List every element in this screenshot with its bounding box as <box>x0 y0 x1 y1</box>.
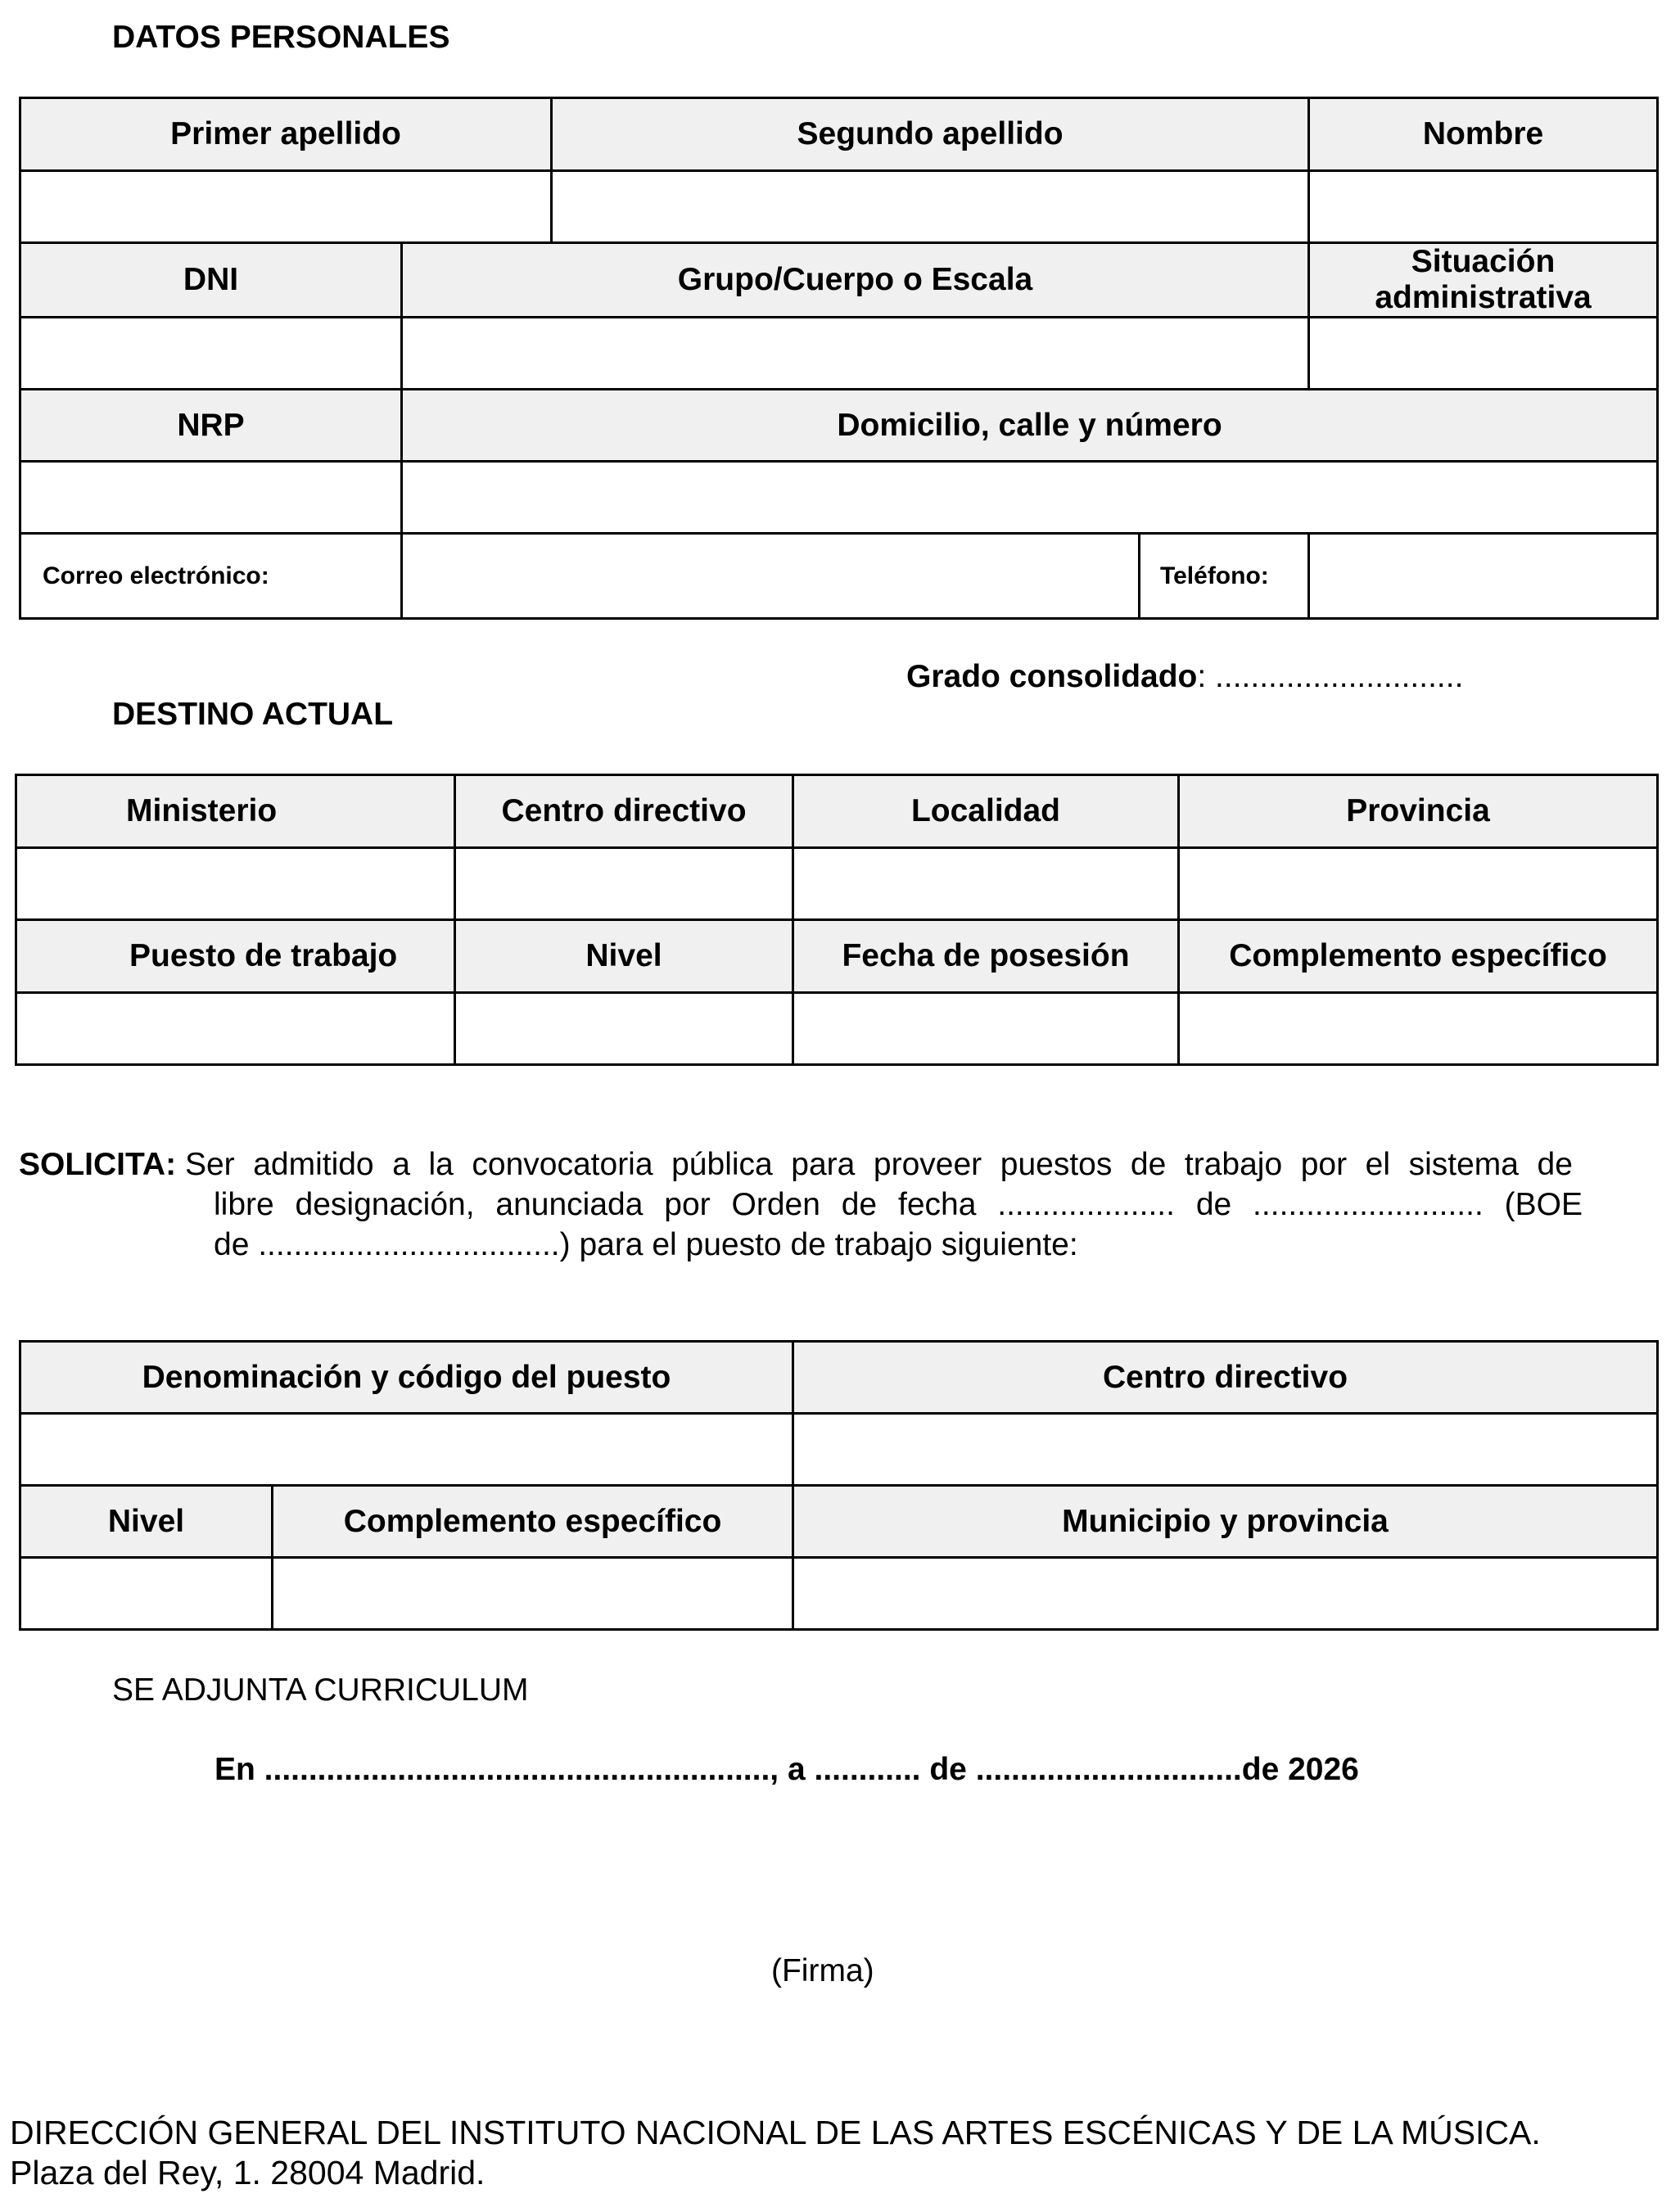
telefono-input[interactable] <box>1310 562 1656 593</box>
situacion-field[interactable] <box>1309 318 1658 390</box>
denominacion-input[interactable] <box>21 1436 792 1466</box>
provincia-field[interactable] <box>1179 848 1658 920</box>
nrp-header: NRP <box>20 390 402 462</box>
puesto-complemento-input[interactable] <box>273 1580 792 1610</box>
correo-label: Correo electrónico: <box>20 534 402 619</box>
solicita-line-2 <box>19 1185 1583 1225</box>
puesto-centro-directivo-field[interactable] <box>793 1414 1658 1486</box>
fecha-posesion-input[interactable] <box>794 1015 1177 1045</box>
municipio-provincia-input[interactable] <box>794 1580 1656 1610</box>
segundo-apellido-field[interactable] <box>552 171 1309 243</box>
nrp-field[interactable] <box>20 462 402 534</box>
centro-directivo-input[interactable] <box>456 870 792 900</box>
puesto-nivel-header: Nivel <box>20 1486 273 1558</box>
datos-personales-title: DATOS PERSONALES <box>112 20 450 55</box>
centro-directivo-header: Centro directivo <box>455 775 793 848</box>
nombre-field[interactable] <box>1309 171 1658 243</box>
grupo-input[interactable] <box>403 340 1307 370</box>
puesto-trabajo-header: Puesto de trabajo <box>16 920 455 993</box>
telefono-label: Teléfono: <box>1140 534 1309 619</box>
fecha-line <box>215 1752 1359 1788</box>
complemento-especifico-header: Complemento específico <box>1179 920 1658 993</box>
domicilio-field[interactable] <box>402 462 1658 534</box>
situacion-input[interactable] <box>1310 340 1656 370</box>
dni-header: DNI <box>20 243 402 318</box>
ministerio-header: Ministerio <box>16 775 455 848</box>
municipio-provincia-field[interactable] <box>793 1558 1658 1630</box>
primer-apellido-field[interactable] <box>20 171 552 243</box>
dni-field[interactable] <box>20 318 402 390</box>
ministerio-field[interactable] <box>16 848 455 920</box>
footer-line-2: Plaza del Rey, 1. 28004 Madrid. <box>10 2154 485 2191</box>
segundo-apellido-input[interactable] <box>553 193 1307 223</box>
fecha-posesion-field[interactable] <box>793 993 1179 1065</box>
firma-label: (Firma) <box>771 1953 874 1988</box>
grado-consolidado-label: Grado consolidado <box>906 659 1198 694</box>
destino-actual-title: DESTINO ACTUAL <box>112 697 394 732</box>
nrp-input[interactable] <box>21 484 400 514</box>
primer-apellido-input[interactable] <box>21 193 550 223</box>
puesto-complemento-field[interactable] <box>273 1558 793 1630</box>
puesto-nivel-input[interactable] <box>21 1580 271 1610</box>
telefono-field[interactable] <box>1309 534 1658 619</box>
solicita-text-3: de ..................................) para el puesto de trabajo siguiente: <box>214 1227 1078 1262</box>
fecha-year: de 2026 <box>1241 1752 1359 1787</box>
puesto-trabajo-input[interactable] <box>17 1015 454 1045</box>
grupo-field[interactable] <box>402 318 1309 390</box>
fecha-line-text: En ........................................................., a ............ de .............................. <box>215 1752 1242 1787</box>
complemento-especifico-field[interactable] <box>1179 993 1658 1065</box>
ministerio-input[interactable] <box>17 870 454 900</box>
nivel-input[interactable] <box>456 1015 792 1045</box>
complemento-especifico-input[interactable] <box>1180 1015 1656 1045</box>
destino-actual-table <box>15 774 1659 1066</box>
se-adjunta-curriculum: SE ADJUNTA CURRICULUM <box>112 1672 529 1708</box>
municipio-provincia-header: Municipio y provincia <box>793 1486 1658 1558</box>
grado-consolidado <box>906 659 1463 695</box>
segundo-apellido-header: Segundo apellido <box>552 98 1309 171</box>
primer-apellido-header: Primer apellido <box>20 98 552 171</box>
domicilio-header: Domicilio, calle y número <box>402 390 1658 462</box>
puesto-solicitado-table <box>19 1340 1659 1631</box>
puesto-complemento-header: Complemento específico <box>273 1486 793 1558</box>
nombre-header: Nombre <box>1309 98 1658 171</box>
domicilio-input[interactable] <box>403 484 1656 514</box>
situacion-header: Situación administrativa <box>1309 243 1658 318</box>
puesto-centro-directivo-header: Centro directivo <box>793 1342 1658 1414</box>
solicita-text-1: Ser admitido a la convocatoria pública para proveer puestos de trabajo por el sistema de <box>184 1147 1573 1182</box>
localidad-input[interactable] <box>794 870 1177 900</box>
fecha-posesion-header: Fecha de posesión <box>793 920 1179 993</box>
provincia-header: Provincia <box>1179 775 1658 848</box>
footer-address <box>10 2113 1541 2193</box>
nivel-field[interactable] <box>455 993 793 1065</box>
denominacion-field[interactable] <box>20 1414 793 1486</box>
provincia-input[interactable] <box>1180 870 1656 900</box>
nivel-header: Nivel <box>455 920 793 993</box>
denominacion-header: Denominación y código del puesto <box>20 1342 793 1414</box>
puesto-trabajo-field[interactable] <box>16 993 455 1065</box>
solicita-paragraph <box>19 1144 1583 1265</box>
grado-consolidado-dots: : ............................ <box>1197 659 1464 694</box>
localidad-field[interactable] <box>793 848 1179 920</box>
correo-field[interactable] <box>402 534 1140 619</box>
footer-line-1: DIRECCIÓN GENERAL DEL INSTITUTO NACIONAL DE LAS ARTES ESCÉNICAS Y DE LA MÚSICA. <box>10 2114 1541 2151</box>
solicita-label: SOLICITA: <box>19 1147 177 1182</box>
localidad-header: Localidad <box>793 775 1179 848</box>
solicita-line-1 <box>19 1144 1583 1185</box>
nombre-input[interactable] <box>1310 193 1656 223</box>
centro-directivo-field[interactable] <box>455 848 793 920</box>
datos-personales-table <box>19 97 1659 620</box>
grupo-header: Grupo/Cuerpo o Escala <box>402 243 1309 318</box>
dni-input[interactable] <box>21 340 400 370</box>
solicita-text-2: libre designación, anunciada por Orden de fecha .................... de .......................... (BOE <box>214 1187 1583 1222</box>
puesto-centro-directivo-input[interactable] <box>794 1436 1656 1466</box>
correo-input[interactable] <box>403 562 1138 593</box>
puesto-nivel-field[interactable] <box>20 1558 273 1630</box>
